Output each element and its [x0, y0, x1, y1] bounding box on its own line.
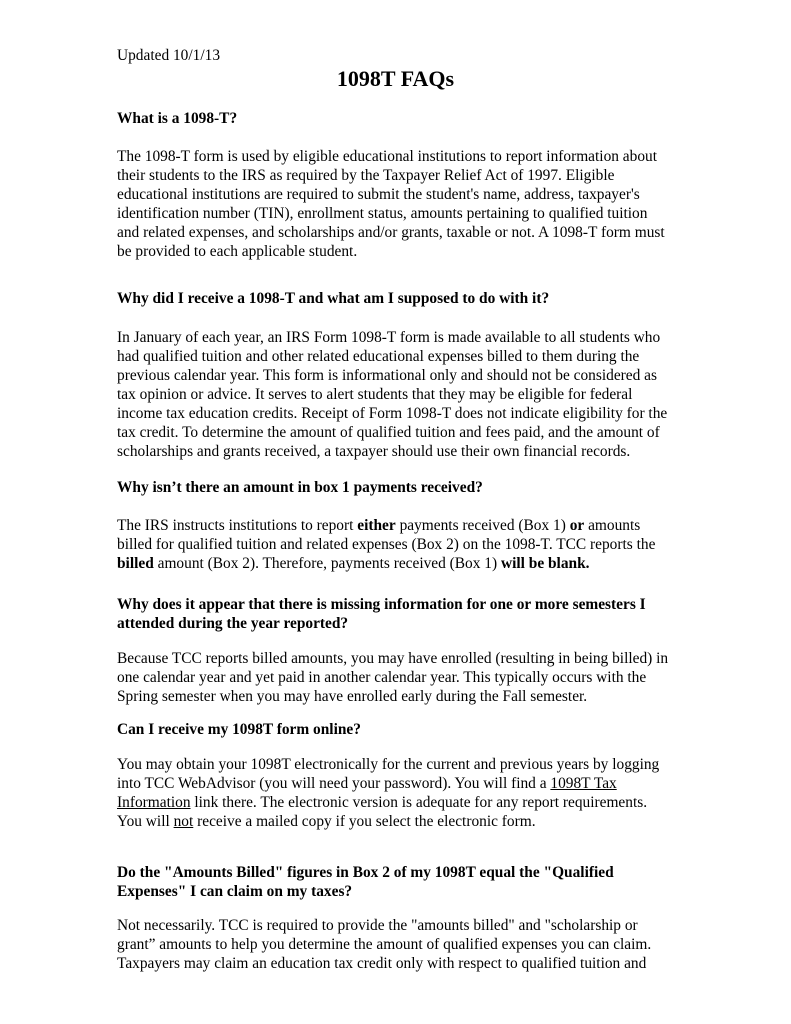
question-line: Why isn’t there an amount in box 1 payments received? — [117, 479, 483, 496]
answer-line — [117, 774, 677, 793]
answer-line: and related expenses, and scholarships and/or grants, taxable or not. A 1098-T form must — [117, 224, 665, 241]
answer-line — [117, 516, 677, 535]
faq-question-2 — [117, 289, 677, 308]
answer-line: Not necessarily. TCC is required to provide the "amounts billed" and "scholarship or — [117, 917, 638, 934]
answer-text: into TCC WebAdvisor (you will need your password). You will find a — [117, 775, 551, 792]
answer-line: scholarships and grants received, a taxpayer should use their own financial records. — [117, 443, 631, 460]
question-line: attended during the year reported? — [117, 615, 349, 632]
faq-answer-1 — [117, 147, 677, 261]
question-line: Expenses" I can claim on my taxes? — [117, 883, 353, 900]
answer-line: previous calendar year. This form is informational only and should not be considered as — [117, 367, 657, 384]
answer-line: had qualified tuition and other related educational expenses billed to them during the — [117, 348, 640, 365]
faq-question-6 — [117, 863, 677, 901]
answer-line: Taxpayers may claim an education tax credit only with respect to qualified tuition and — [117, 955, 647, 972]
answer-line: In January of each year, an IRS Form 1098-T form is made available to all students who — [117, 329, 661, 346]
answer-line — [117, 793, 677, 812]
answer-line: their students to the IRS as required by the Taxpayer Relief Act of 1997. Eligible — [117, 167, 615, 184]
answer-line: Because TCC reports billed amounts, you may have enrolled (resulting in being billed) in — [117, 650, 669, 667]
question-line: Can I receive my 1098T form online? — [117, 721, 361, 738]
answer-emphasis: or — [569, 517, 585, 534]
answer-text: amount (Box 2). Therefore, payments received (Box 1) — [153, 555, 501, 572]
question-line: What is a 1098-T? — [117, 110, 238, 127]
answer-text: You will — [117, 813, 174, 830]
answer-line: income tax education credits. Receipt of Form 1098-T does not indicate eligibility for the — [117, 405, 668, 422]
answer-line — [117, 554, 677, 573]
answer-line: The 1098-T form is used by eligible educational institutions to report information about — [117, 148, 657, 165]
faq-question-4 — [117, 595, 677, 633]
answer-line: tax credit. To determine the amount of qualified tuition and fees paid, and the amount of — [117, 424, 660, 441]
faq-question-3 — [117, 478, 677, 497]
question-line: Why does it appear that there is missing information for one or more semesters I — [117, 596, 646, 613]
answer-emphasis: will be blank. — [500, 555, 590, 572]
faq-answer-3 — [117, 516, 677, 573]
answer-text: receive a mailed copy if you select the electronic form. — [193, 813, 536, 830]
answer-text: amounts — [584, 517, 641, 534]
answer-line: be provided to each applicable student. — [117, 243, 358, 260]
answer-line: one calendar year and yet paid in another calendar year. This typically occurs with the — [117, 669, 647, 686]
answer-line: Spring semester when you may have enrolled early during the Fall semester. — [117, 688, 588, 705]
page-title: 1098T FAQs — [336, 66, 455, 91]
tax-info-link[interactable]: 1098T Tax — [550, 775, 617, 792]
answer-line: identification number (TIN), enrollment status, amounts pertaining to qualified tuition — [117, 205, 648, 222]
faq-question-5 — [117, 720, 677, 739]
faq-answer-4 — [117, 649, 677, 706]
faq-answer-5 — [117, 755, 677, 831]
answer-line: billed for qualified tuition and related expenses (Box 2) on the 1098-T. TCC reports the — [117, 536, 656, 553]
answer-line: You may obtain your 1098T electronically for the current and previous years by logging — [117, 756, 660, 773]
question-line: Do the "Amounts Billed" figures in Box 2 of my 1098T equal the "Qualified — [117, 864, 614, 881]
updated-date: Updated 10/1/13 — [117, 47, 221, 64]
answer-emphasis: billed — [117, 555, 154, 572]
answer-line: educational institutions are required to submit the student's name, address, taxpayer's — [117, 186, 640, 203]
answer-line — [117, 812, 677, 831]
answer-text: payments received (Box 1) — [395, 517, 570, 534]
answer-line: grant” amounts to help you determine the amount of qualified expenses you can claim. — [117, 936, 652, 953]
faq-question-1 — [117, 109, 677, 128]
tax-info-link[interactable]: Information — [117, 794, 191, 811]
answer-emphasis: not — [173, 813, 194, 830]
answer-line: tax opinion or advice. It serves to alert students that they may be eligible for federal — [117, 386, 633, 403]
answer-text: The IRS instructs institutions to report — [117, 517, 358, 534]
faq-answer-2 — [117, 328, 677, 461]
answer-text: link there. The electronic version is adequate for any report requirements. — [190, 794, 648, 811]
faq-answer-6 — [117, 916, 677, 973]
answer-emphasis: either — [357, 517, 396, 534]
question-line: Why did I receive a 1098-T and what am I supposed to do with it? — [117, 290, 550, 307]
